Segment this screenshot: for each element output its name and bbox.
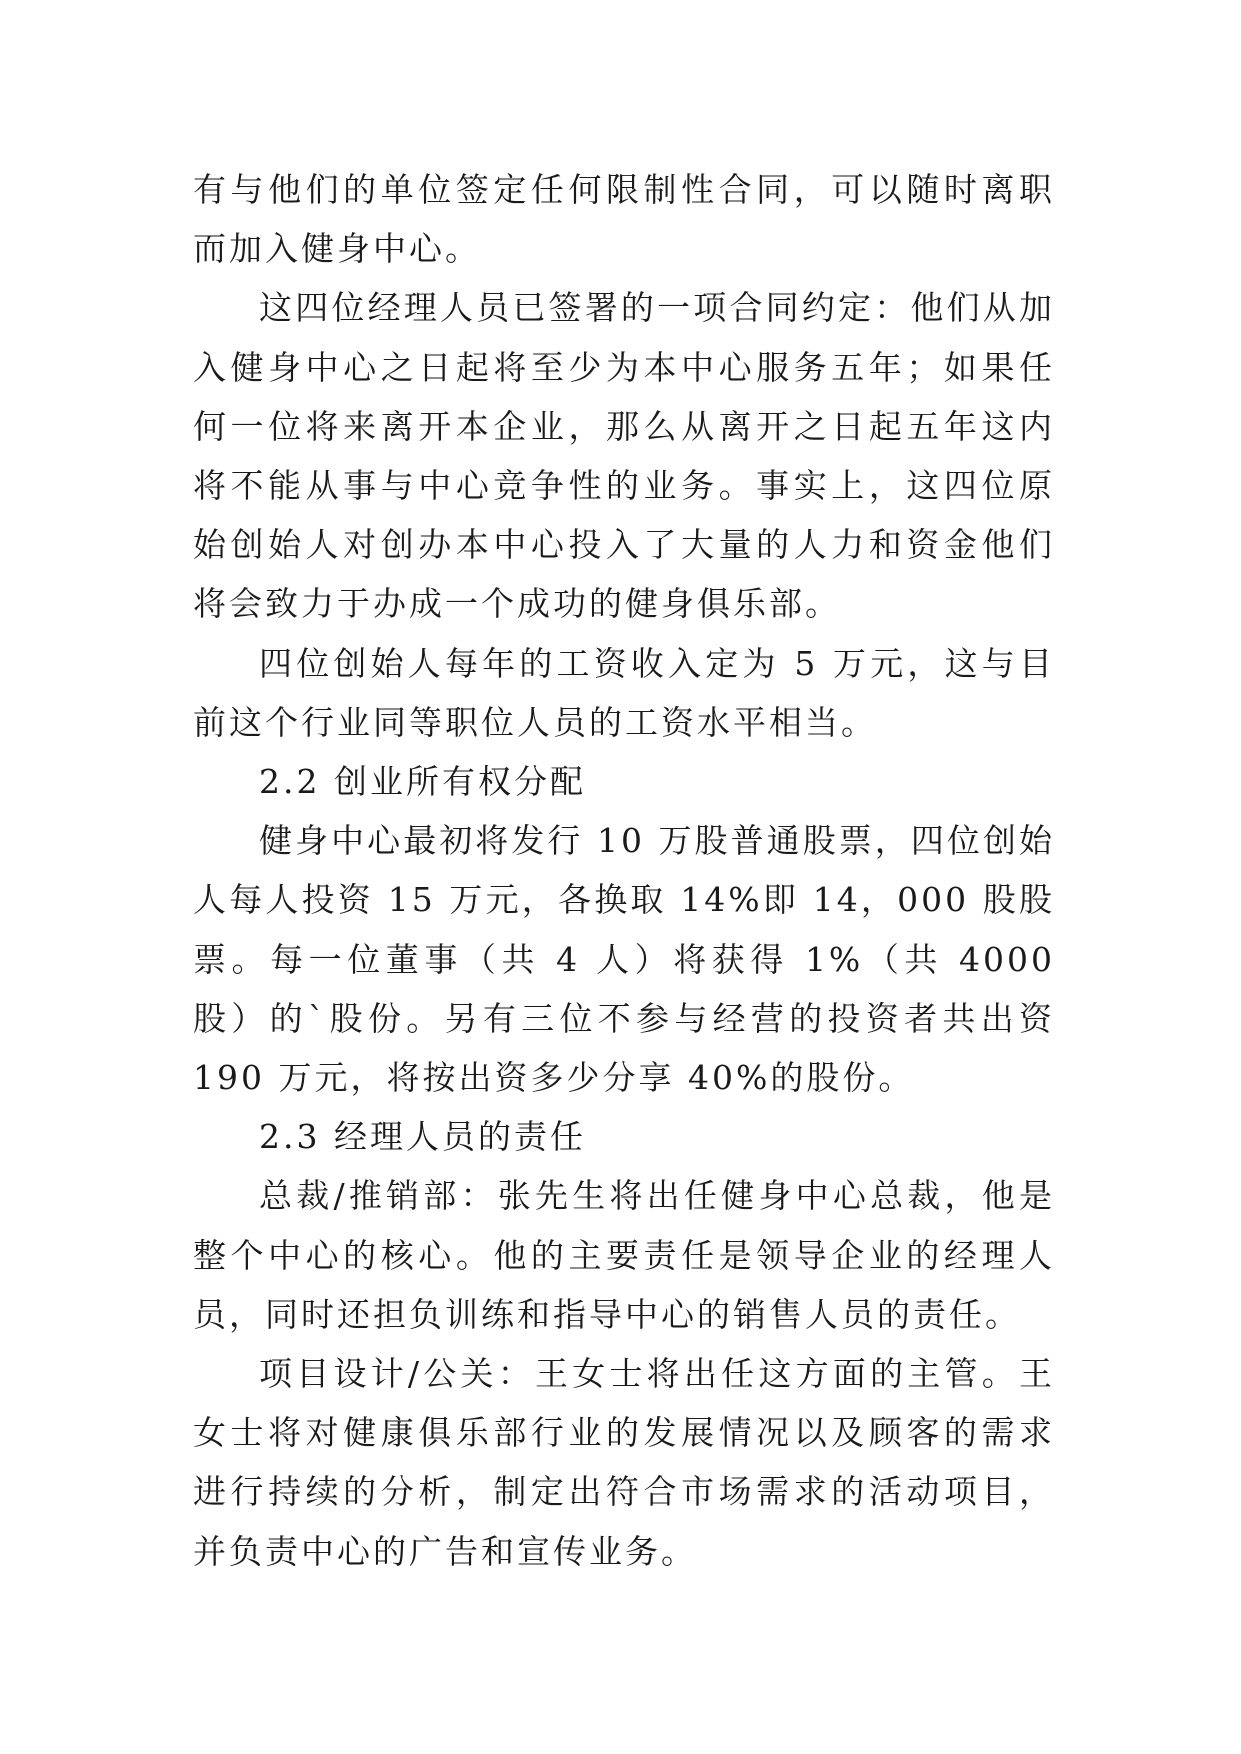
paragraph-ownership: 健身中心最初将发行 10 万股普通股票，四位创始人每人投资 15 万元，各换取 14%即 14，000 股股票。每一位董事（共 4 人）将获得 1%（共 4000 股）的`股份。另有三位不参与经营的投资者共出资 190 万元，将按出资多少分享 40%的股份。	[193, 821, 1055, 1098]
document-page	[193, 160, 1055, 1581]
section-heading-responsibilities: 2.3 经理人员的责任	[259, 1117, 586, 1157]
section-heading-ownership: 2.2 创业所有权分配	[259, 762, 586, 802]
paragraph-contract: 这四位经理人员已签署的一项合同约定：他们从加入健身中心之日起将至少为本中心服务五年；如果任何一位将来离开本企业，那么从离开之日起五年这内将不能从事与中心竞争性的业务。事实上，这四位原始创始人对创办本中心投入了大量的人力和资金他们将会致力于办成一个成功的健身俱乐部。	[193, 288, 1055, 624]
paragraph-salary: 四位创始人每年的工资收入定为 5 万元，这与目前这个行业同等职位人员的工资水平相当。	[193, 643, 1055, 742]
paragraph-president: 总裁/推销部：张先生将出任健身中心总裁，他是整个中心的核心。他的主要责任是领导企业的经理人员，同时还担负训练和指导中心的销售人员的责任。	[193, 1176, 1055, 1334]
paragraph-project-design: 项目设计/公关：王女士将出任这方面的主管。王女士将对健康俱乐部行业的发展情况以及顾客的需求进行持续的分析，制定出符合市场需求的活动项目，并负责中心的广告和宣传业务。	[193, 1354, 1055, 1571]
paragraph-continuation: 有与他们的单位签定任何限制性合同，可以随时离职而加入健身中心。	[193, 170, 1055, 269]
